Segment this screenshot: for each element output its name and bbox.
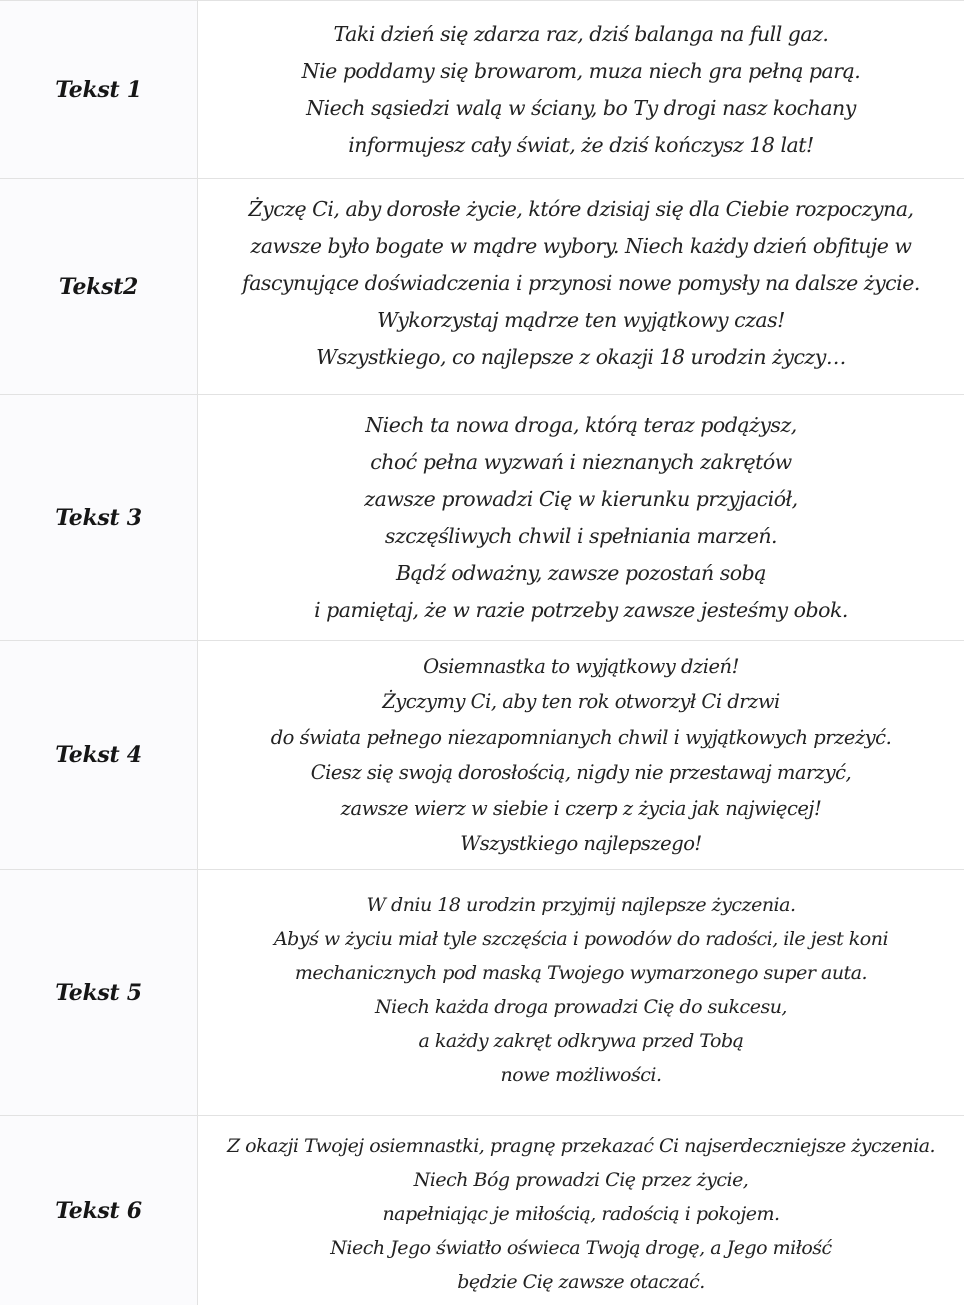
table-row-tekst-4	[0, 641, 964, 870]
table-row-tekst-1	[0, 1, 964, 179]
wish-text-cell	[198, 641, 964, 869]
row-label-cell	[0, 179, 198, 394]
wish-line: Wszystkiego, co najlepsze z okazji 18 urodzin życzy…	[316, 345, 846, 369]
row-label-cell	[0, 1116, 198, 1305]
wish-line: zawsze wierz w siebie i czerp z życia jak najwięcej!	[340, 796, 822, 820]
wish-line: Z okazji Twojej osiemnastki, pragnę przekazać Ci najserdeczniejsze życzenia.	[226, 1134, 936, 1157]
wish-line: Abyś w życiu miał tyle szczęścia i powodów do radości, ile jest koni	[273, 927, 889, 950]
wish-line: Ciesz się swoją dorosłością, nigdy nie przestawaj marzyć,	[310, 761, 852, 784]
wish-text	[302, 16, 861, 164]
wish-line: zawsze prowadzi Cię w kierunku przyjaciół,	[364, 486, 798, 511]
wish-line: mechanicznych pod maską Twojego wymarzonego super auta.	[294, 961, 868, 984]
wish-text	[314, 407, 848, 629]
table-row-tekst-3	[0, 395, 964, 641]
wish-text-cell	[198, 395, 964, 640]
row-label: Tekst 1	[55, 76, 142, 103]
wish-line: Niech ta nowa droga, którą teraz podążysz,	[365, 412, 797, 437]
wish-line: i pamiętaj, że w razie potrzeby zawsze jesteśmy obok.	[314, 597, 848, 622]
wish-line: a każdy zakręt odkrywa przed Tobą	[418, 1029, 744, 1052]
row-label-cell	[0, 395, 198, 640]
wish-line: będzie Cię zawsze otaczać.	[457, 1270, 705, 1293]
row-label-cell	[0, 1, 198, 178]
wish-text	[271, 649, 892, 862]
wish-line: choć pełna wyzwań i nieznanych zakrętów	[370, 449, 792, 474]
wish-text-cell	[198, 1116, 964, 1305]
wish-line: napełniając je miłością, radością i pokojem.	[382, 1202, 780, 1225]
wish-line: szczęśliwych chwil i spełniania marzeń.	[384, 523, 778, 548]
wish-line: do świata pełnego niezapomnianych chwil i wyjątkowych przeżyć.	[270, 725, 892, 749]
wish-line: Niech każda droga prowadzi Cię do sukcesu,	[375, 995, 787, 1018]
row-label: Tekst 3	[55, 504, 142, 531]
wish-line: Wykorzystaj mądrze ten wyjątkowy czas!	[377, 308, 785, 332]
row-label-cell	[0, 870, 198, 1115]
wish-line: Życzę Ci, aby dorosłe życie, które dzisiaj się dla Ciebie rozpoczyna,	[248, 197, 914, 221]
wish-line: zawsze było bogate w mądre wybory. Niech każdy dzień obfituje w	[250, 234, 912, 258]
wish-line: nowe możliwości.	[500, 1063, 662, 1086]
row-label: Tekst 4	[55, 742, 142, 768]
wish-text-cell	[198, 1, 964, 178]
wish-text	[227, 1129, 935, 1299]
wish-line: informujesz cały świat, że dziś kończysz 18 lat!	[348, 132, 814, 157]
row-label: Tekst2	[58, 273, 139, 300]
wish-line: fascynujące doświadczenia i przynosi nowe pomysły na dalsze życie.	[242, 271, 920, 295]
wish-text-cell	[198, 870, 964, 1115]
wish-line: Osiemnastka to wyjątkowy dzień!	[423, 654, 739, 678]
row-label: Tekst 5	[55, 979, 142, 1006]
wish-line: Bądź odważny, zawsze pozostań sobą	[396, 560, 766, 585]
wish-line: Niech sąsiedzi walą w ściany, bo Ty drogi nasz kochany	[306, 95, 856, 120]
wish-line: Niech Jego światło oświeca Twoją drogę, a Jego miłość	[330, 1236, 832, 1259]
wish-line: Niech Bóg prowadzi Cię przez życie,	[413, 1168, 749, 1191]
row-label: Tekst 6	[55, 1197, 142, 1224]
wish-text	[274, 888, 888, 1092]
table-row-tekst-2	[0, 179, 964, 395]
row-label-cell	[0, 641, 198, 869]
wish-line: Życzymy Ci, aby ten rok otworzył Ci drzwi	[382, 690, 780, 713]
wish-text	[242, 191, 920, 376]
wish-text-cell	[198, 179, 964, 394]
wish-line: W dniu 18 urodzin przyjmij najlepsze życzenia.	[366, 893, 796, 916]
wish-line: Taki dzień się zdarza raz, dziś balanga na full gaz.	[333, 21, 829, 46]
table-row-tekst-5	[0, 870, 964, 1116]
wish-line: Wszystkiego najlepszego!	[460, 832, 702, 855]
wish-line: Nie poddamy się browarom, muza niech gra pełną parą.	[301, 58, 861, 83]
table-row-tekst-6	[0, 1116, 964, 1305]
